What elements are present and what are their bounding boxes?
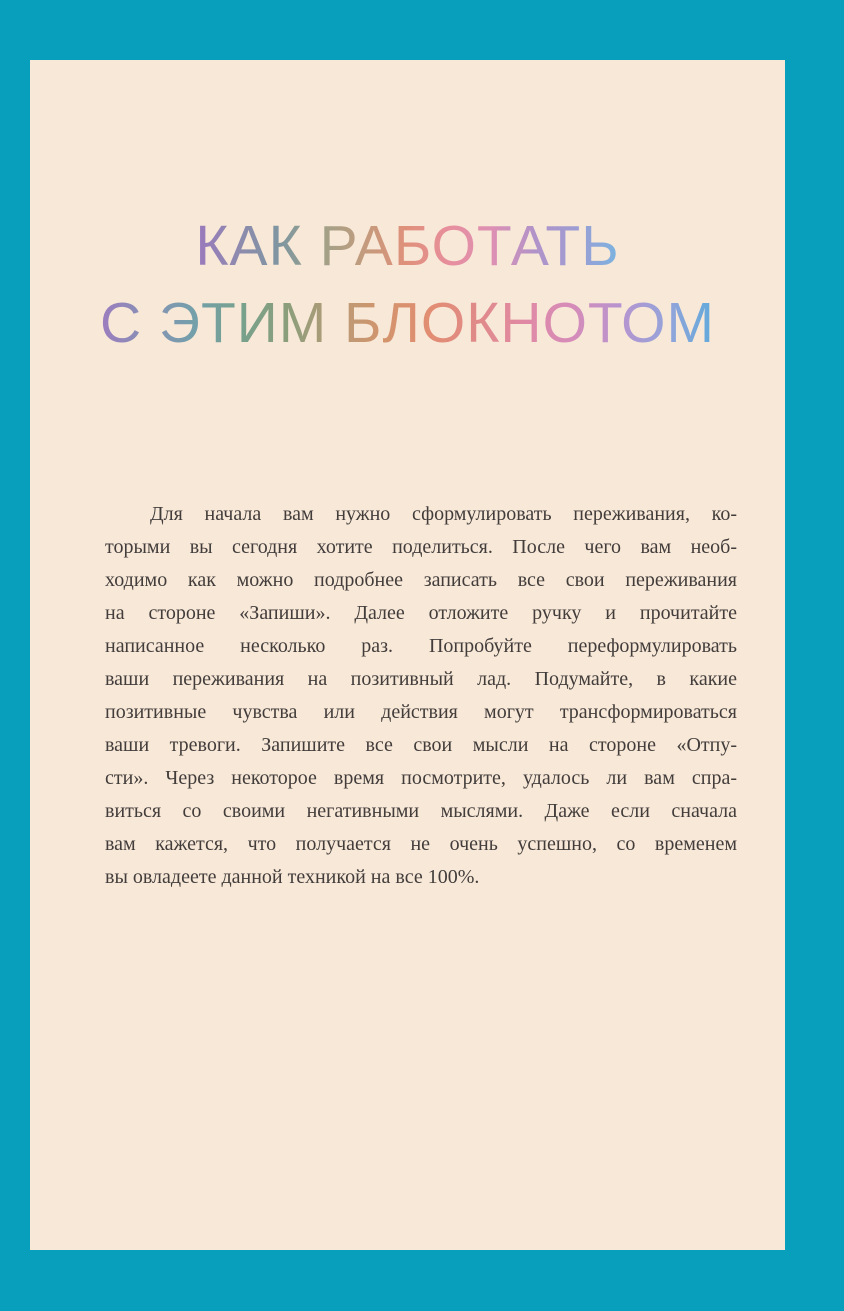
text-line: Для начала вам нужно сформулировать переживания, ко- [150,503,737,525]
intro-paragraph [105,498,737,894]
text-line: вы овладеете данной техникой на все 100%. [105,866,480,888]
text-line: написанное несколько раз. Попробуйте переформулировать [105,635,737,657]
title-line-1: КАК РАБОТАТЬ [195,208,619,285]
text-line: виться со своими негативными мыслями. Даже если сначала [105,800,737,822]
title-line-2: С ЭТИМ БЛОКНОТОМ [100,285,715,362]
title-row-2 [30,285,785,362]
text-line: сти». Через некоторое время посмотрите, удалось ли вам спра- [105,767,737,789]
text-line: на стороне «Запиши». Далее отложите ручку и прочитайте [105,602,737,624]
text-line: вам кажется, что получается не очень успешно, со временем [105,833,737,855]
title-row-1 [30,208,785,285]
text-line: торыми вы сегодня хотите поделиться. После чего вам необ- [105,536,737,558]
text-line: позитивные чувства или действия могут трансформироваться [105,701,737,723]
book-page [30,60,785,1250]
page-title [30,208,785,362]
text-line: ходимо как можно подробнее записать все свои переживания [105,569,737,591]
text-line: ваши тревоги. Запишите все свои мысли на стороне «Отпу- [105,734,737,756]
text-line: ваши переживания на позитивный лад. Подумайте, в какие [105,668,737,690]
